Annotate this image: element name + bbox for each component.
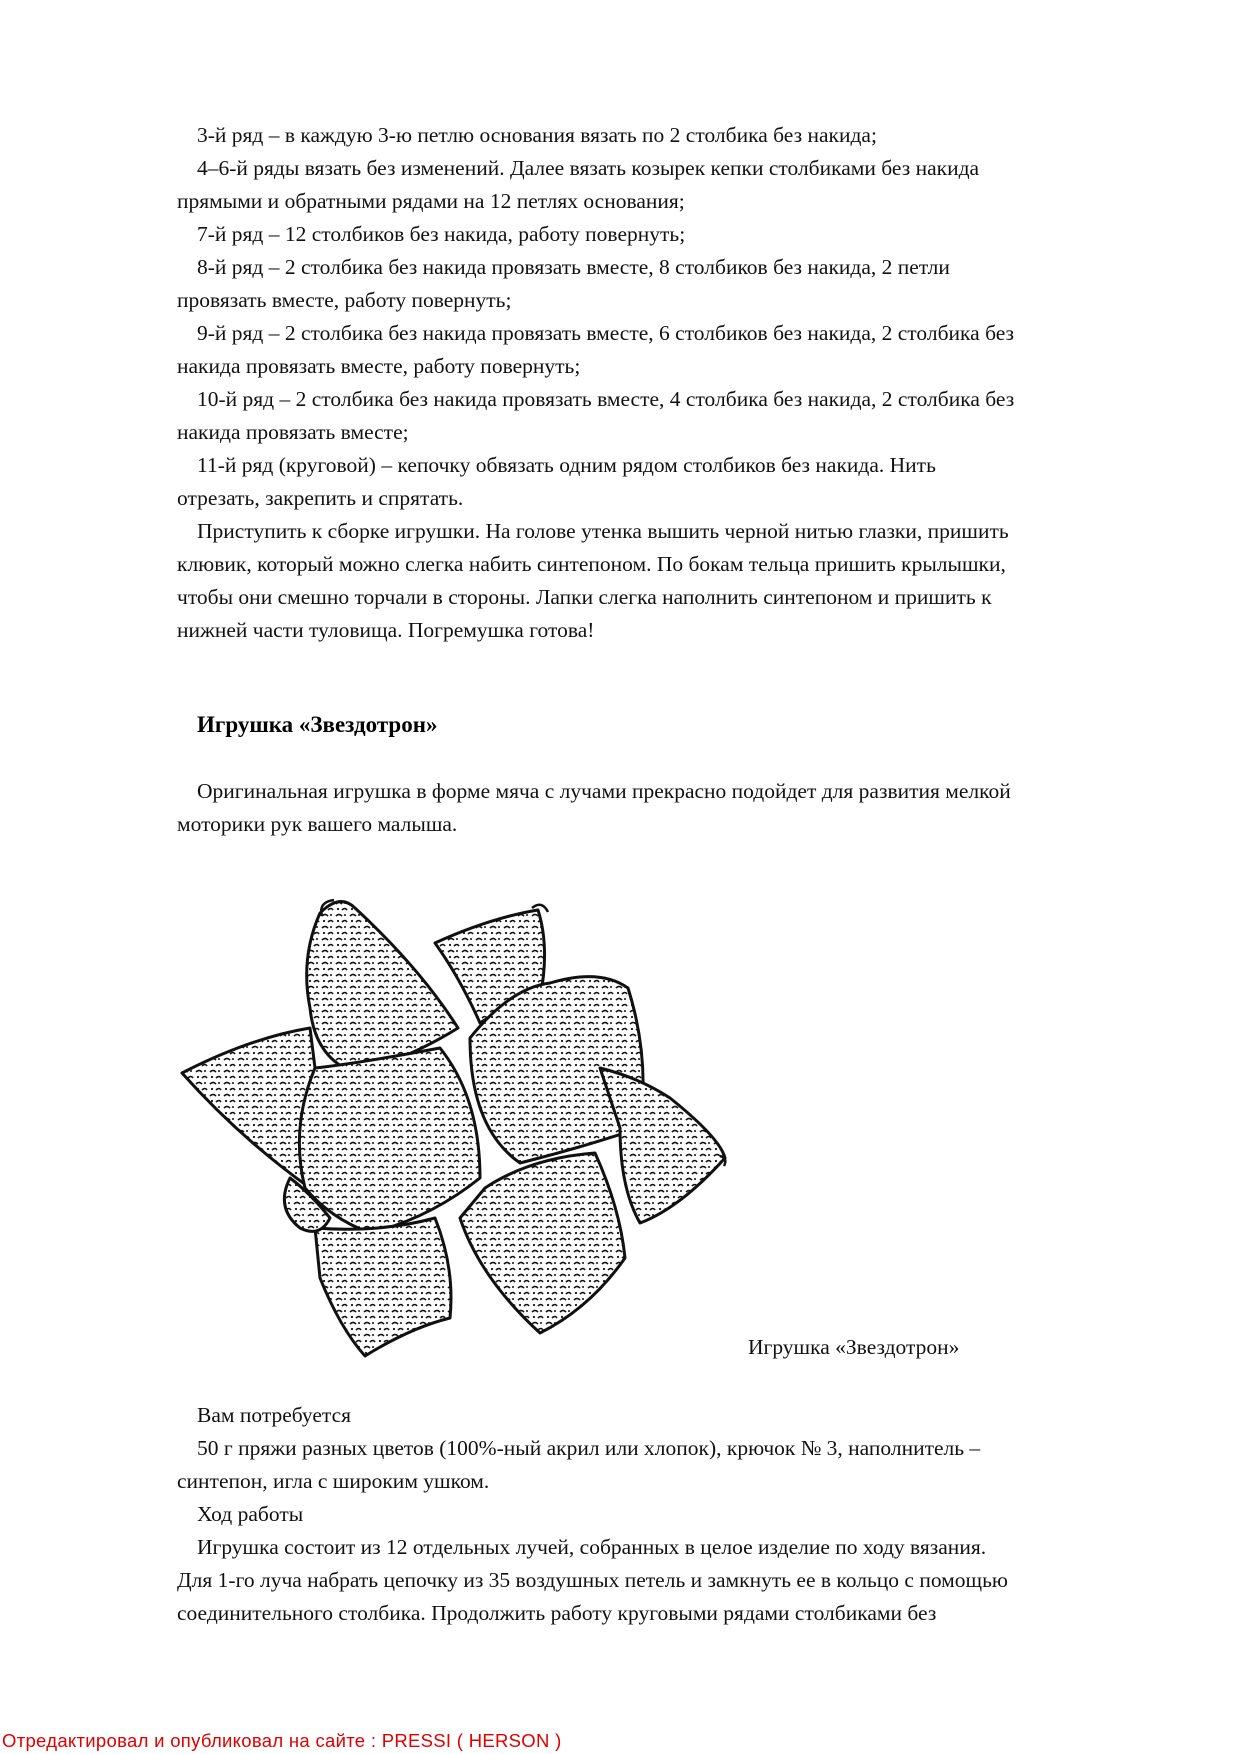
text-line: синтепон, игла с широким ушком.	[177, 1469, 490, 1493]
text-line: 7-й ряд – 12 столбиков без накида, работу повернуть;	[197, 222, 686, 246]
text-line: Приступить к сборке игрушки. На голове утенка вышить черной нитью глазки, пришить	[197, 519, 1009, 543]
intro-line: моторики рук вашего малыша.	[177, 812, 458, 836]
section-heading: Игрушка «Звездотрон»	[197, 712, 438, 737]
text-line: клювик, который можно слегка набить синтепоном. По бокам тельца пришить крылышки,	[177, 552, 1006, 576]
text-line: отрезать, закрепить и спрятать.	[177, 486, 464, 510]
text-line: 3-й ряд – в каждую 3-ю петлю основания вязать по 2 столбика без накида;	[197, 123, 877, 147]
text-line: 4–6-й ряды вязать без изменений. Далее вязать козырек кепки столбиками без накида	[197, 156, 980, 180]
text-line: соединительного столбика. Продолжить работу круговыми рядами столбиками без	[177, 1601, 937, 1625]
text-line: 8-й ряд – 2 столбика без накида провязать вместе, 8 столбиков без накида, 2 петли	[197, 255, 950, 279]
text-line: накида провязать вместе;	[177, 420, 409, 444]
figure-caption: Игрушка «Звездотрон»	[748, 1335, 960, 1359]
text-line: нижней части туловища. Погремушка готова!	[177, 618, 595, 642]
text-line: 50 г пряжи разных цветов (100%-ный акрил или хлопок), крючок № 3, наполнитель –	[197, 1436, 981, 1460]
text-line: 9-й ряд – 2 столбика без накида провязать вместе, 6 столбиков без накида, 2 столбика без	[197, 321, 1015, 345]
crochet-star-ball-illustration	[180, 888, 730, 1358]
text-line: провязать вместе, работу повернуть;	[177, 288, 512, 312]
footer-credit: Отредактировал и опубликовал на сайте : PRESSI ( HERSON )	[2, 1730, 562, 1751]
text-line: прямыми и обратными рядами на 12 петлях основания;	[177, 189, 685, 213]
text-line: 11-й ряд (круговой) – кепочку обвязать одним рядом столбиков без накида. Нить	[197, 453, 936, 477]
text-line: Ход работы	[197, 1502, 304, 1526]
text-line: Вам потребуется	[197, 1403, 352, 1427]
text-line: 10-й ряд – 2 столбика без накида провязать вместе, 4 столбика без накида, 2 столбика без	[197, 387, 1015, 411]
intro-line: Оригинальная игрушка в форме мяча с лучами прекрасно подойдет для развития мелкой	[197, 779, 1011, 803]
text-line: Для 1-го луча набрать цепочку из 35 воздушных петель и замкнуть ее в кольцо с помощью	[177, 1568, 1008, 1592]
text-line: накида провязать вместе, работу повернуть;	[177, 354, 581, 378]
text-line: Игрушка состоит из 12 отдельных лучей, собранных в целое изделие по ходу вязания.	[197, 1535, 987, 1559]
text-line: чтобы они смешно торчали в стороны. Лапки слегка наполнить синтепоном и пришить к	[177, 585, 992, 609]
